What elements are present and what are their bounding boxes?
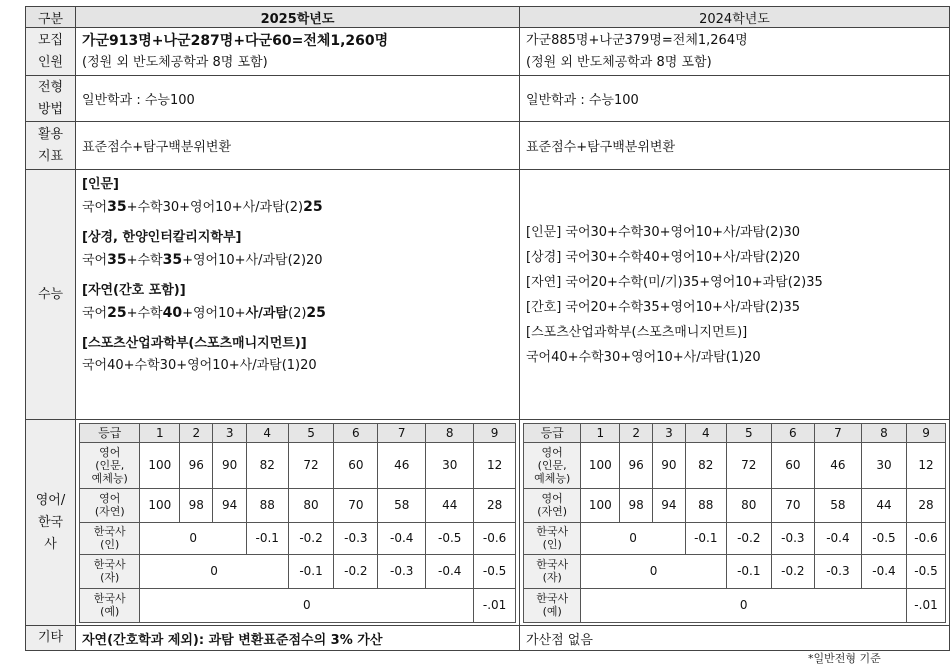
grade-header-row: 등급 1 2 3 4 5 6 7 8 9	[524, 423, 946, 442]
suneung-2025-group-business: [상경, 한양인터칼리지학부]	[82, 230, 242, 245]
index-2024: 표준점수+탐구백분위변환	[520, 122, 950, 170]
history-arts-row: 한국사 (예) 0 -.01	[80, 588, 516, 622]
method-2025: 일반학과 : 수능100	[76, 76, 520, 122]
suneung-2025-formula-business: 국어35+수학35+영어10+사/과탐(2)20	[82, 252, 323, 268]
index-2025: 표준점수+탐구백분위변환	[76, 122, 520, 170]
suneung-2024-line: [스포츠산업과학부(스포츠매니지먼트)]	[526, 324, 748, 340]
english-history-row	[26, 420, 950, 626]
english-humanities-row: 영어 (인문, 예체능) 100 96 90 82 72 60 46 30 12	[80, 442, 516, 488]
recruit-row	[26, 28, 950, 76]
grade-header-row: 등급 1 2 3 4 5 6 7 8 9	[80, 423, 516, 442]
recruit-2025-note: (정원 외 반도체공학과 8명 포함)	[82, 54, 268, 70]
header-2024: 2024학년도	[520, 7, 950, 28]
suneung-2025-formula-sports: 국어40+수학30+영어10+사/과탐(1)20	[82, 358, 317, 373]
suneung-row	[26, 170, 950, 420]
history-humanities-row: 한국사 (인) 0 -0.1 -0.2 -0.3 -0.4 -0.5 -0.6	[524, 522, 946, 554]
footnote: *일반전형 기준	[808, 652, 881, 665]
index-row	[26, 122, 950, 170]
etc-2025: 자연(간호학과 제외): 과탐 변환표준점수의 3% 가산	[76, 626, 520, 651]
method-2024: 일반학과 : 수능100	[520, 76, 950, 122]
suneung-2024-line: [간호] 국어20+수학35+영어10+사/과탐(2)35	[526, 299, 801, 315]
suneung-label: 수능	[26, 170, 76, 420]
index-label: 활용 지표	[26, 122, 76, 170]
recruit-2025-total: 가군913명+나군287명+다군60=전체1,260명	[82, 32, 389, 49]
english-science-row: 영어 (자연) 100 98 94 88 80 70 58 44 28	[524, 488, 946, 522]
suneung-2024-line: [인문] 국어30+수학30+영어10+사/과탐(2)30	[526, 224, 801, 240]
header-category: 구분	[26, 7, 76, 28]
grade-table-2024-cell	[520, 420, 950, 626]
recruit-2024	[520, 28, 950, 76]
recruit-2024-total: 가군885명+나군379명=전체1,264명	[526, 32, 748, 48]
suneung-2025-group-science: [자연(간호 포함)]	[82, 283, 186, 298]
suneung-2025-formula-humanities: 국어35+수학30+영어10+사/과탐(2)25	[82, 199, 323, 215]
comparison-table	[25, 6, 950, 651]
etc-label: 기타	[26, 626, 76, 651]
grade-table-2024	[523, 423, 946, 623]
recruit-2024-note: (정원 외 반도체공학과 8명 포함)	[526, 54, 712, 70]
suneung-2025-formula-science: 국어25+수학40+영어10+사/과탐(2)25	[82, 305, 326, 321]
header-row	[26, 7, 950, 28]
suneung-2024	[520, 170, 950, 420]
grade-table-2025	[79, 423, 516, 623]
english-science-row: 영어 (자연) 100 98 94 88 80 70 58 44 28	[80, 488, 516, 522]
suneung-2025-group-sports: [스포츠산업과학부(스포츠매니지먼트)]	[82, 336, 307, 351]
method-row	[26, 76, 950, 122]
suneung-2024-line: 국어40+수학30+영어10+사/과탐(1)20	[526, 349, 761, 365]
english-humanities-row: 영어 (인문, 예체능) 100 96 90 82 72 60 46 30 12	[524, 442, 946, 488]
header-2025: 2025학년도	[76, 7, 520, 28]
recruit-label: 모집 인원	[26, 28, 76, 76]
suneung-2024-line: [자연] 국어20+수학(미/기)35+영어10+과탐(2)35	[526, 274, 823, 290]
recruit-2025	[76, 28, 520, 76]
grade-table-2025-cell	[76, 420, 520, 626]
history-humanities-row: 한국사 (인) 0 -0.1 -0.2 -0.3 -0.4 -0.5 -0.6	[80, 522, 516, 554]
english-history-label: 영어/ 한국 사	[26, 420, 76, 626]
etc-2024: 가산점 없음	[520, 626, 950, 651]
history-science-row: 한국사 (자) 0 -0.1 -0.2 -0.3 -0.4 -0.5	[80, 554, 516, 588]
suneung-2024-line: [상경] 국어30+수학40+영어10+사/과탐(2)20	[526, 249, 801, 265]
history-science-row: 한국사 (자) 0 -0.1 -0.2 -0.3 -0.4 -0.5	[524, 554, 946, 588]
etc-row	[26, 626, 950, 651]
history-arts-row: 한국사 (예) 0 -.01	[524, 588, 946, 622]
suneung-2025-group-humanities: [인문]	[82, 177, 119, 192]
suneung-2025	[76, 170, 520, 420]
method-label: 전형 방법	[26, 76, 76, 122]
